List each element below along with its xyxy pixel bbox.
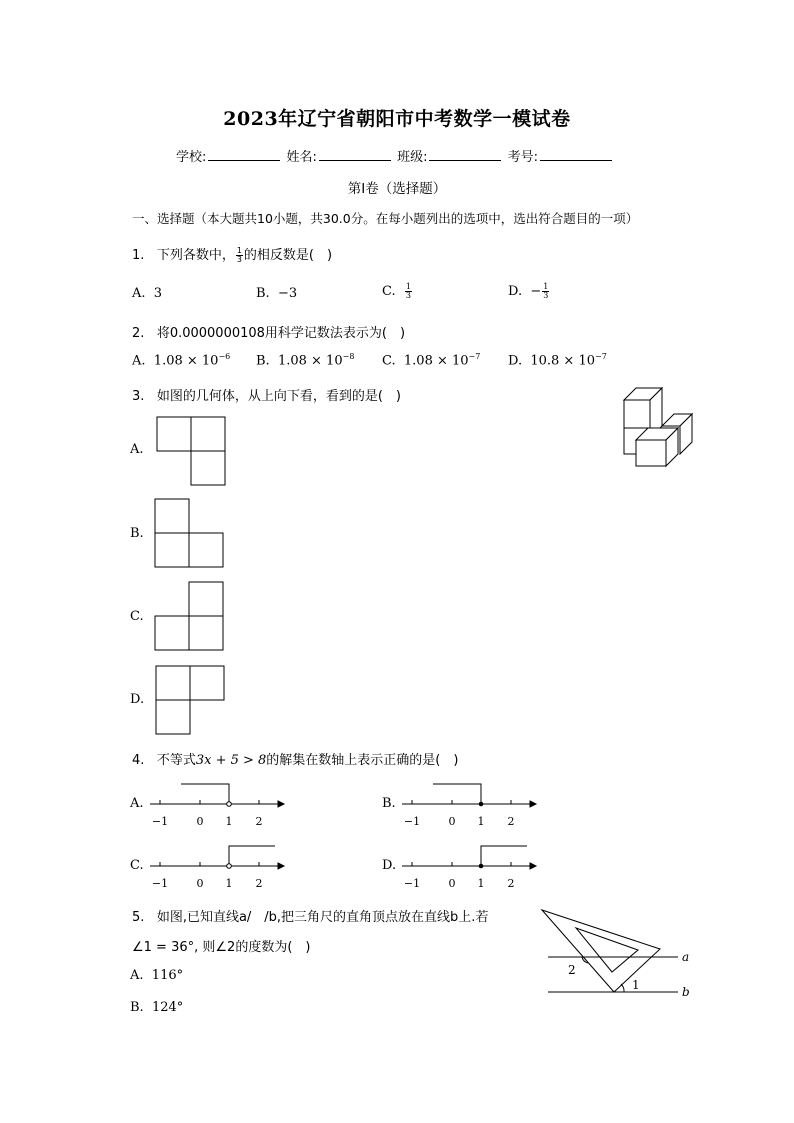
- q2-option-d[interactable]: D. $10.8 \times 10^{-7}$: [508, 352, 607, 369]
- label-b: b: [682, 985, 690, 999]
- q2-option-c[interactable]: C. $1.08 \times 10^{-7}$: [382, 352, 481, 369]
- q1-option-c[interactable]: C. $\frac{1}{3}$: [382, 282, 411, 300]
- svg-text:−1: −1: [403, 815, 421, 828]
- part-heading: 一、选择题（本大题共10小题，共30.0分。在每小题列出的选项中，选出符合题目的一项）: [132, 211, 639, 226]
- q4-option-b-numberline[interactable]: [400, 780, 540, 832]
- q4-option-c-numberline[interactable]: [148, 842, 288, 894]
- q3-option-c-figure[interactable]: [154, 581, 226, 653]
- q3-option-d-figure[interactable]: [155, 665, 229, 737]
- class-label: 班级:: [397, 150, 428, 165]
- q3-option-a-label[interactable]: A.: [130, 442, 144, 457]
- q1-option-a[interactable]: A. 3: [132, 286, 163, 301]
- q5-triangle-figure: [540, 906, 700, 1002]
- q3-solid-figure: [618, 384, 698, 472]
- q3-option-a-figure[interactable]: [155, 416, 227, 488]
- set-square-inner: [576, 928, 638, 972]
- svg-text:2: 2: [507, 815, 515, 828]
- q2-option-a[interactable]: A. $1.08 \times 10^{-6}$: [132, 352, 231, 369]
- q3-option-c-label[interactable]: C.: [130, 609, 144, 624]
- tick-labels: [152, 815, 263, 828]
- q5-option-a[interactable]: A. 116°: [130, 968, 184, 983]
- svg-text:0: 0: [196, 877, 204, 890]
- svg-text:−1: −1: [403, 877, 421, 890]
- svg-text:0: 0: [196, 815, 204, 828]
- class-blank[interactable]: [429, 148, 501, 161]
- exam-title: 2023年辽宁省朝阳市中考数学一模试卷: [223, 108, 571, 130]
- svg-text:−1: −1: [151, 877, 169, 890]
- section-title: 第I卷（选择题）: [347, 181, 447, 197]
- question-number: 1.: [132, 248, 145, 263]
- q4-option-d-numberline[interactable]: [400, 842, 540, 894]
- question-1: [132, 244, 332, 264]
- q1-fraction: $\frac{1}{3}$: [236, 246, 242, 264]
- set-square-outer: [542, 910, 660, 992]
- question-3: 3. 如图的几何体，从上向下看，看到的是( ): [132, 389, 401, 404]
- svg-text:2: 2: [255, 877, 263, 890]
- svg-text:2: 2: [507, 877, 515, 890]
- exam-no-label: 考号:: [507, 150, 538, 165]
- svg-text:1: 1: [477, 877, 485, 890]
- q2-text: 将0.0000000108用科学记数法表示为( ): [156, 326, 406, 341]
- svg-text:−1: −1: [151, 815, 169, 828]
- angle-1-label: 1: [632, 978, 640, 992]
- q2-option-b[interactable]: B. $1.08 \times 10^{-8}$: [256, 352, 355, 369]
- q1-text-pre: 下列各数中，: [156, 248, 235, 263]
- svg-text:0: 0: [448, 877, 456, 890]
- q1-option-b[interactable]: B. −3: [256, 286, 298, 301]
- svg-text:0: 0: [448, 815, 456, 828]
- q4-option-d-label[interactable]: D.: [382, 858, 397, 873]
- school-blank[interactable]: [208, 148, 280, 161]
- q4-option-c-label[interactable]: C.: [130, 858, 144, 873]
- exam-no-blank[interactable]: [540, 148, 612, 161]
- svg-text:2: 2: [255, 815, 263, 828]
- q4-option-a-label[interactable]: A.: [130, 796, 144, 811]
- q5-text-line1: 如图,已知直线a/ /b,把三角尺的直角顶点放在直线b上.若: [156, 910, 489, 925]
- q5-text-line2: ∠1 = 36°, 则∠2的度数为( ): [132, 940, 311, 955]
- q3-option-d-label[interactable]: D.: [130, 692, 145, 707]
- angle-2-label: 2: [568, 963, 576, 977]
- student-info-line: [176, 146, 614, 165]
- q5-option-b[interactable]: B. 124°: [130, 1000, 184, 1015]
- question-4: 4. 不等式3x + 5 > 8的解集在数轴上表示正确的是( ): [132, 753, 459, 768]
- name-label: 姓名:: [286, 150, 317, 165]
- school-label: 学校:: [176, 150, 207, 165]
- label-a: a: [682, 950, 690, 964]
- name-blank[interactable]: [319, 148, 391, 161]
- svg-text:1: 1: [225, 815, 233, 828]
- question-2: 2. 将0.0000000108用科学记数法表示为( ): [132, 326, 406, 341]
- q1-option-d[interactable]: D. − $\frac{1}{3}$: [508, 282, 549, 300]
- q4-inequality: 3x + 5 > 8: [195, 753, 267, 768]
- q4-option-a-numberline[interactable]: [148, 780, 288, 832]
- question-5: 5. 如图,已知直线a/ /b,把三角尺的直角顶点放在直线b上.若: [132, 910, 489, 925]
- q4-option-b-label[interactable]: B.: [382, 796, 396, 811]
- q1-text-post: 的相反数是( ): [243, 248, 333, 263]
- svg-text:1: 1: [477, 815, 485, 828]
- svg-text:1: 1: [225, 877, 233, 890]
- q3-option-b-figure[interactable]: [154, 498, 226, 570]
- q3-option-b-label[interactable]: B.: [130, 526, 144, 541]
- q3-text: 如图的几何体，从上向下看，看到的是( ): [156, 389, 401, 404]
